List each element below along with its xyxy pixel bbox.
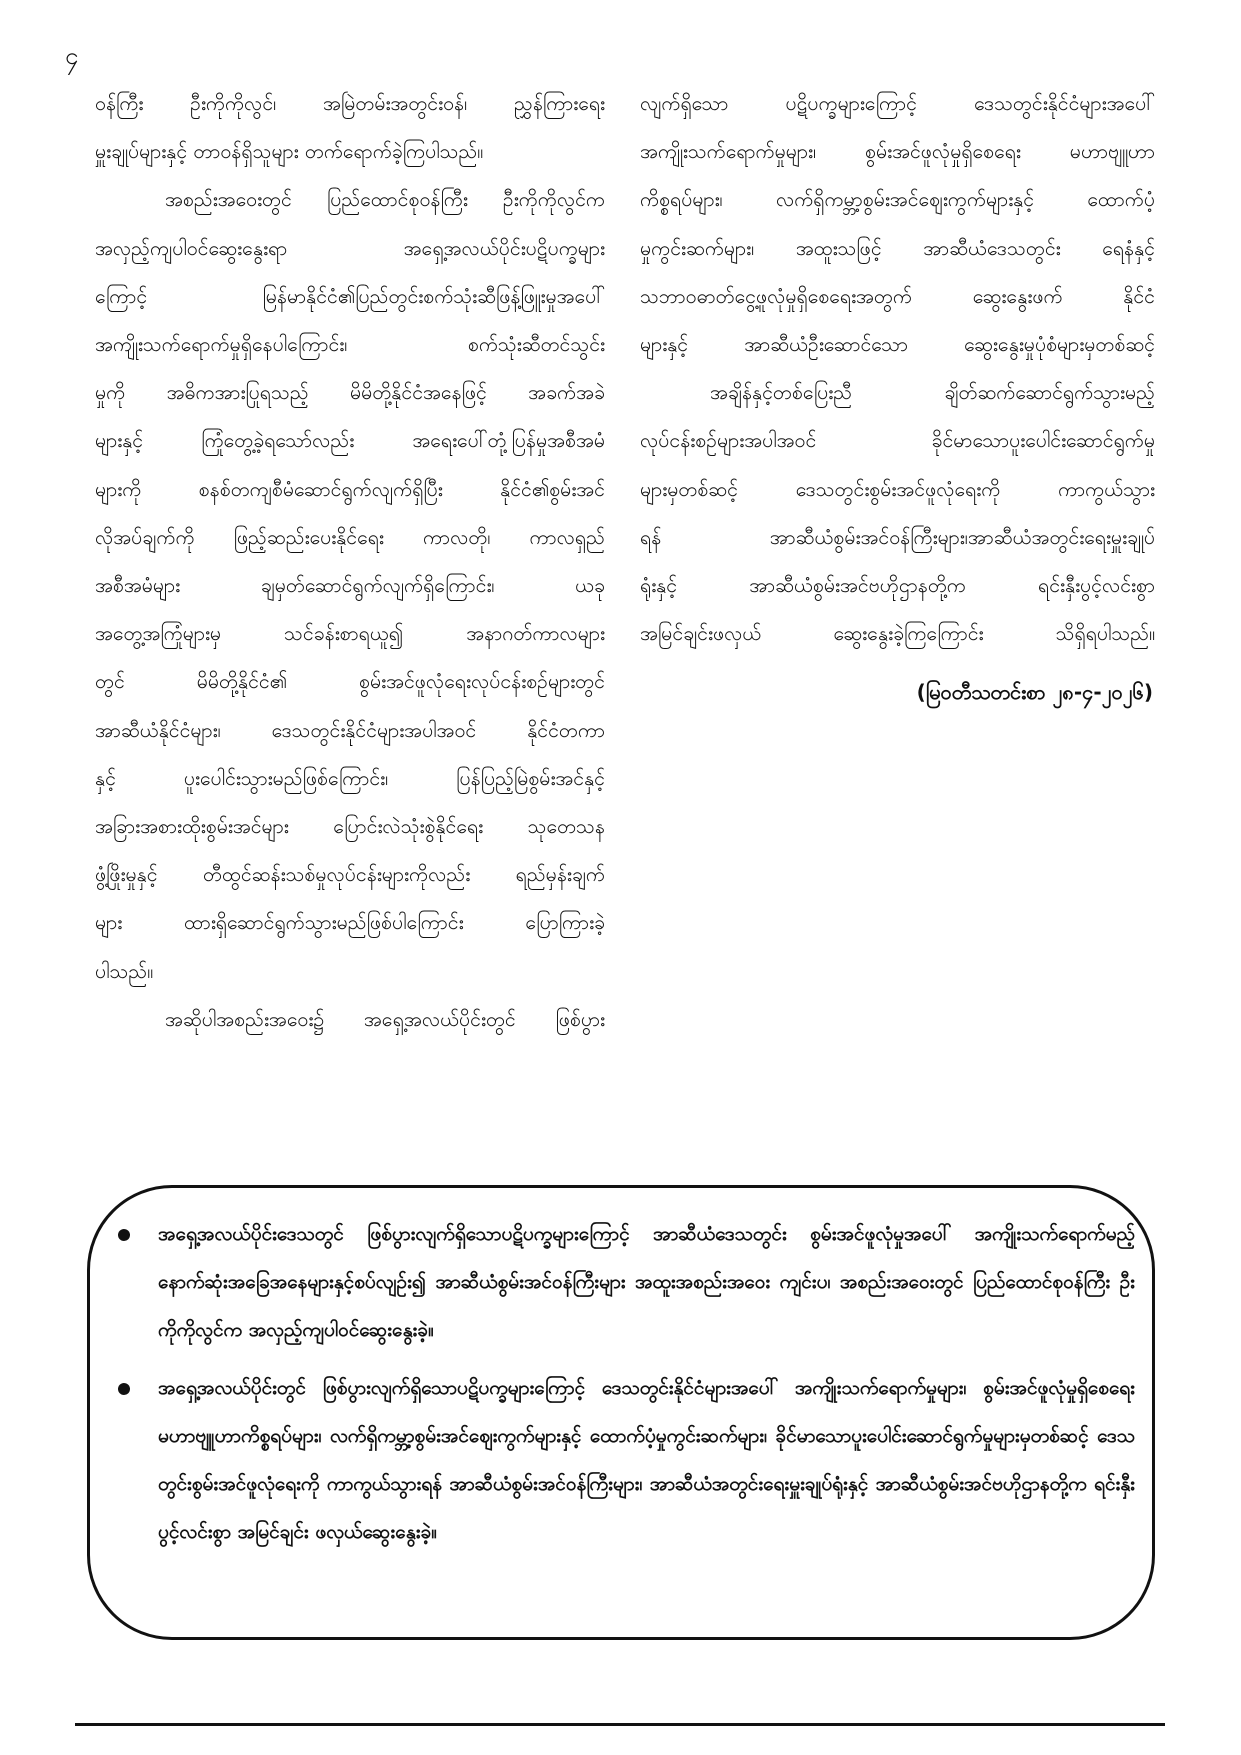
bullet-icon [118,1229,130,1241]
text-line: အကျိုးသက်ရောက်မှုရှိနေပါကြောင်း၊ စက်သုံးဆီတင်သွင်း [95,333,605,357]
text-line: ရုံးနှင့် အာဆီယံစွမ်းအင်ဗဟိုဌာနတို့က ရင်းနှီးပွင့်လင်းစွာ [640,574,1155,598]
summary-text: အရှေ့အလယ်ပိုင်းဒေသတွင် ဖြစ်ပွားလျက်ရှိသောပဋိပက္ခများကြောင့် အာဆီယံဒေသတွင်း စွမ်းအင်ဖူလုံမှုအပေါ် အကျိုးသက်ရောက်မည့် နောက်ဆုံးအခြေအနေများနှင့်စပ်လျဉ်း၍ အာဆီယံစွမ်းအင်ဝန်ကြီးများ အထူးအစည်းအဝေး ကျင်းပ၊ အစည်းအဝေးတွင် ပြည်ထောင်စုဝန်ကြီး ဦးကိုကိုလွင်က အလှည့်ကျပါဝင်ဆွေးနွေးခဲ့။ [158,1223,1135,1341]
text-line: များ ထားရှိဆောင်ရွက်သွားမည်ဖြစ်ပါကြောင်း ပြောကြားခဲ့ [95,911,605,935]
left-column [95,80,605,1044]
page-number: ၄ [65,42,79,70]
summary-item [110,1364,1135,1556]
text-line: များနှင့် ကြုံတွေ့ခဲ့ရသော်လည်း အရေးပေါ်တုံ့ပြန်မှုအစီအမံ [95,429,605,453]
text-line: တွင် မိမိတို့နိုင်ငံ၏ စွမ်းအင်ဖူလုံရေးလုပ်ငန်းစဉ်များတွင် [95,670,605,694]
text-line: အစီအမံများ ချမှတ်ဆောင်ရွက်လျက်ရှိကြောင်း၊ ယခု [95,574,605,598]
text-line: ကိစ္စရပ်များ၊ လက်ရှိကမ္ဘာ့စွမ်းအင်ဈေးကွက်များနှင့် ထောက်ပံ့ [640,188,1155,212]
footer-rule [75,1723,1165,1726]
summary-item [110,1210,1135,1354]
text-line: အလှည့်ကျပါဝင်ဆွေးနွေးရာ အရှေ့အလယ်ပိုင်းပဋိပက္ခများ [95,236,605,260]
text-line: အခြားအစားထိုးစွမ်းအင်များ ပြောင်းလဲသုံးစွဲနိုင်ရေး သုတေသန [95,815,605,839]
text-line: ဖွံ့ဖြိုးမှုနှင့် တီထွင်ဆန်းသစ်မှုလုပ်ငန်းများကိုလည်း ရည်မှန်းချက် [95,863,605,887]
source-citation: (မြဝတီသတင်းစာ ၂၈-၄-၂၀၂၆) [916,680,1153,705]
text-line: များမှတစ်ဆင့် ဒေသတွင်းစွမ်းအင်ဖူလုံရေးကို ကာကွယ်သွား [640,477,1155,501]
text-line: များကို စနစ်တကျစီမံဆောင်ရွက်လျက်ရှိပြီး နိုင်ငံ၏စွမ်းအင် [95,477,605,501]
text-line: မှူးချုပ်များနှင့် တာဝန်ရှိသူများ တက်ရောက်ခဲ့ကြပါသည်။ [95,140,484,164]
text-line: လိုအပ်ချက်ကို ဖြည့်ဆည်းပေးနိုင်ရေး ကာလတို၊ ကာလရှည် [95,525,605,549]
text-line: လုပ်ငန်းစဉ်များအပါအဝင် ခိုင်မာသောပူးပေါင်းဆောင်ရွက်မှု [640,429,1155,453]
text-line: အာဆီယံနိုင်ငံများ၊ ဒေသတွင်းနိုင်ငံများအပါအဝင် နိုင်ငံတကာ [95,718,605,742]
text-line: များနှင့် အာဆီယံဦးဆောင်သော ဆွေးနွေးမှုပုံစံများမှတစ်ဆင့် [640,333,1155,357]
text-line: လျက်ရှိသော ပဋိပက္ခများကြောင့် ဒေသတွင်းနိုင်ငံများအပေါ် [640,92,1155,115]
text-line: ရန် အာဆီယံစွမ်းအင်ဝန်ကြီးများ၊အာဆီယံအတွင်းရေးမှူးချုပ် [640,525,1155,549]
text-line: မှုကို အဓိကအားပြုရသည့် မိမိတို့နိုင်ငံအနေဖြင့် အခက်အခဲ [95,381,605,405]
bullet-icon [118,1383,130,1395]
text-line: သဘာဝဓာတ်ငွေ့ဖူလုံမှုရှိစေရေးအတွက် ဆွေးနွေးဖက် နိုင်ငံ [640,284,1155,308]
text-line: ဝန်ကြီး ဦးကိုကိုလွင်၊ အမြဲတမ်းအတွင်းဝန်၊ ညွှန်ကြားရေး [95,92,605,115]
summary-text: အရှေ့အလယ်ပိုင်းတွင် ဖြစ်ပွားလျက်ရှိသောပဋိပက္ခများကြောင့် ဒေသတွင်းနိုင်ငံများအပေါ် အကျိုးသက်ရောက်မှုများ၊ စွမ်းအင်ဖူလုံမှုရှိစေရေးမဟာဗျူဟာကိစ္စရပ်များ၊ လက်ရှိကမ္ဘာ့စွမ်းအင်ဈေးကွက်များနှင့် ထောက်ပံ့မှုကွင်းဆက်များ၊ ခိုင်မာသောပူးပေါင်းဆောင်ရွက်မှုများမှတစ်ဆင့် ဒေသတွင်းစွမ်းအင်ဖူလုံရေးကို ကာကွယ်သွားရန် အာဆီယံစွမ်းအင်ဝန်ကြီးများ၊ အာဆီယံအတွင်းရေးမှူးချုပ်ရုံးနှင့် အာဆီယံစွမ်းအင်ဗဟိုဌာနတို့က ရင်းနှီးပွင့်လင်းစွာ အမြင်ချင်း ဖလှယ်ဆွေးနွေးခဲ့။ [158,1377,1135,1543]
text-line: အတွေ့အကြုံများမှ သင်ခန်းစာရယူ၍ အနာဂတ်ကာလများ [95,622,605,646]
text-line: ကြောင့် မြန်မာနိုင်ငံ၏ပြည်တွင်းစက်သုံးဆီဖြန့်ဖြူးမှုအပေါ် [95,284,605,308]
text-line: အချိန်နှင့်တစ်ပြေးညီ ချိတ်ဆက်ဆောင်ရွက်သွားမည့် [710,381,1155,405]
text-line: အကျိုးသက်ရောက်မှုများ၊ စွမ်းအင်ဖူလုံမှုရှိစေရေး မဟာဗျူဟာ [640,140,1155,164]
summary-list [110,1210,1135,1566]
text-line: အမြင်ချင်းဖလှယ် ဆွေးနွေးခဲ့ကြကြောင်း သိရှိရပါသည်။ [640,622,1155,646]
text-line: အဆိုပါအစည်းအဝေး၌ အရှေ့အလယ်ပိုင်းတွင် ဖြစ်ပွား [165,1007,605,1031]
text-line: နှင့် ပူးပေါင်းသွားမည်ဖြစ်ကြောင်း၊ ပြန်ပြည့်မြဲစွမ်းအင်နှင့် [95,766,605,790]
text-line: အစည်းအဝေးတွင် ပြည်ထောင်စုဝန်ကြီး ဦးကိုကိုလွင်က [165,188,605,212]
right-column [640,80,1155,717]
text-line: ပါသည်။ [95,959,154,983]
text-line: မှုကွင်းဆက်များ၊ အထူးသဖြင့် အာဆီယံဒေသတွင်း ရေနံနှင့် [640,236,1155,260]
